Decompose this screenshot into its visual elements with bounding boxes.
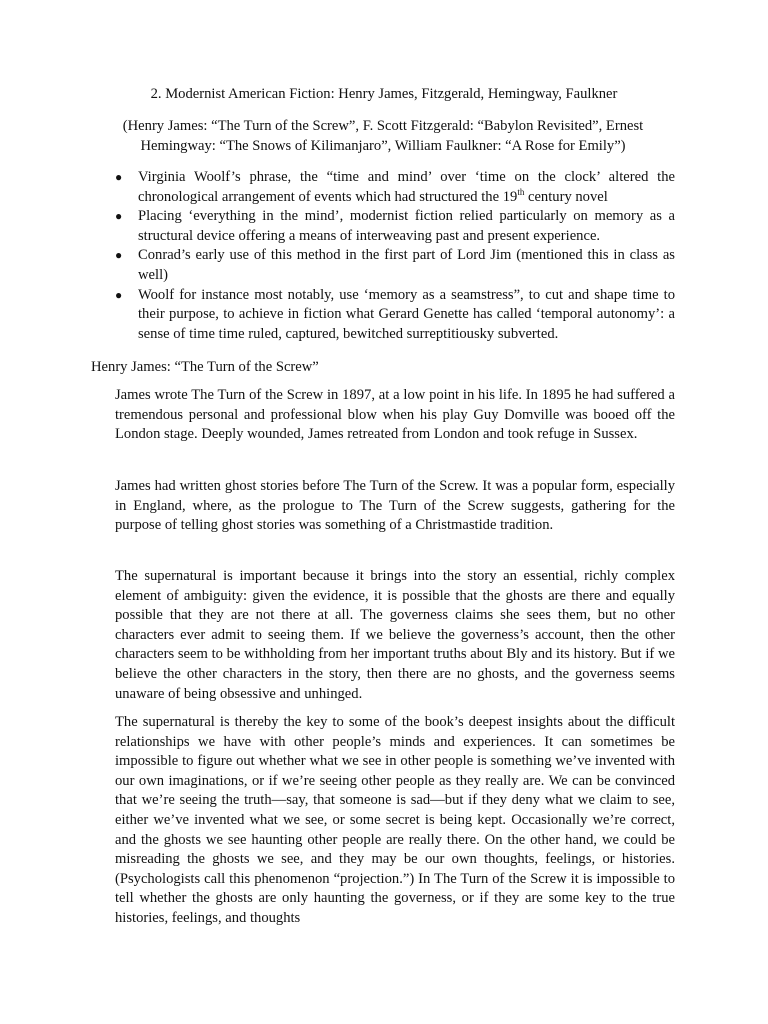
bullet-dot-icon: ● [115,170,123,184]
section-heading: Henry James: “The Turn of the Screw” [91,359,319,375]
body-paragraph: James wrote The Turn of the Screw in 1897, at a low point in his life. In 1895 he had suffered a tremendous personal and professional blow when his play Guy Domville was booed off the London stage. Deeply wounded, James retreated from London and took refuge in Sussex. [115,387,675,443]
bullet-text: Conrad’s early use of this method in the first part of Lord Jim (mentioned this in class as well) [138,247,675,283]
bullet-text-superscript: th [517,186,525,197]
body-paragraph: James had written ghost stories before The Turn of the Screw. It was a popular form, especially in England, where, as the prologue to The Turn of the Screw suggests, gathering for the purpose of telling ghost stories was something of a Christmastide tradition. [115,478,675,534]
document-title: 2. Modernist American Fiction: Henry James, Fitzgerald, Hemingway, Faulkner [150,86,618,102]
body-paragraph: The supernatural is important because it brings into the story an essential, richly complex element of ambiguity: given the evidence, it is possible that the ghosts are there and equally possible that they are not there at all. The governess claims she sees them, but no other characters ever admit to seeing them. If we believe the governess’s account, then the other characters seem to be withholding from her important truths about Bly and its history. But if we believe the other characters in the story, then there are no ghosts, and the governess seems unaware of being obsessive and unhinged. [115,568,675,702]
bullet-dot-icon: ● [115,287,123,302]
bullet-text: Placing ‘everything in the mind’, modernist fiction relied particularly on memory as a structural device offering a means of interweaving past and present experience. [138,208,675,244]
bullet-dot-icon: ● [115,209,123,224]
bullet-text-after: century novel [524,188,608,205]
document-subtitle: (Henry James: “The Turn of the Screw”, F. Scott Fitzgerald: “Babylon Revisited”, Ernest Hemingway: “The Snows of Kilimanjaro”, William Faulkner: “A Rose for Emily”) [122,118,644,154]
bullet-item [115,246,675,285]
bullet-text-before: Virginia Woolf’s phrase, the “time and mind’ over ‘time on the clock’ altered the chronological arrangement of events which had structured the 19 [138,169,675,205]
bullet-dot-icon: ● [115,248,123,263]
bullet-item [115,207,675,246]
bullet-list [115,168,675,344]
bullet-item [115,168,675,207]
bullet-text: Woolf for instance most notably, use ‘memory as a seamstress”, to cut and shape time to their purpose, to achieve in fiction what Gerard Genette has called ‘temporal autonomy’: a sense of time time ruled, captured, bewitched surreptitiousky subverted. [138,286,675,342]
body-paragraph: The supernatural is thereby the key to some of the book’s deepest insights about the difficult relationships we have with other people’s minds and experiences. It can sometimes be impossible to figure out whether what we see in other people is something we’ve invented with our own imaginations, or if we’re seeing other people as they really are. We can be convinced that we’re seeing the truth—say, that someone is sad—but if they deny what we claim to see, either we’ve invented what we see, or some secret is being kept. Occasionally we’re correct, and the ghosts we see haunting other people are really there. On the other hand, we could be misreading the ghosts we see, and they may be our own thoughts, feelings, or histories. (Psychologists call this phenomenon “projection.”) In The Turn of the Screw it is impossible to tell whether the ghosts are only haunting the governess, or if they are some key to the true histories, feelings, and thoughts [115,714,675,926]
bullet-item [115,286,675,345]
